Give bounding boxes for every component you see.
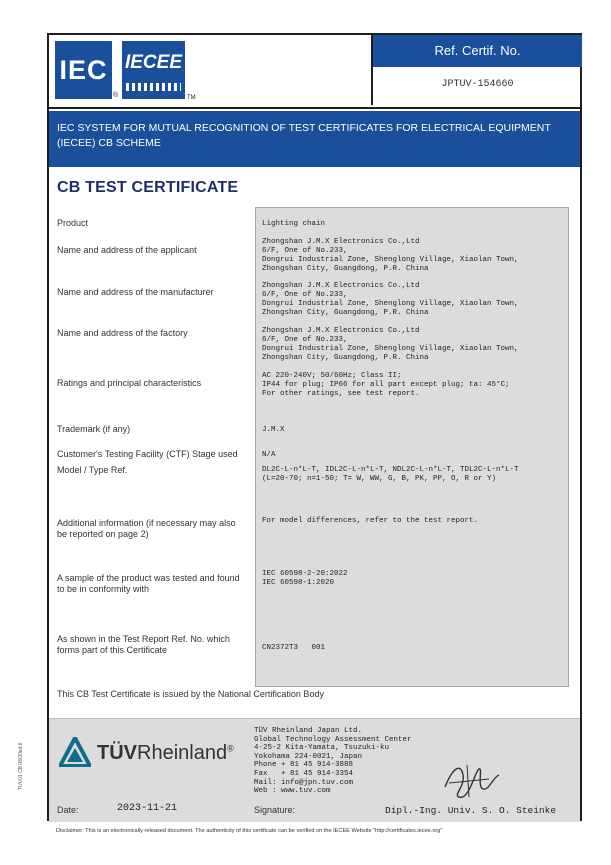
iecee-logo-text: IECEE <box>124 52 183 73</box>
trademark-value: J.M.X <box>262 426 285 434</box>
signature-label: Signature: <box>254 805 296 815</box>
certificate-frame <box>47 33 582 821</box>
ratings-value: AC 220-240V; 50/60Hz; Class II; IP44 for plug; IP66 for all part except plug; ta: 45°C; For other ratings, see test report. <box>262 372 510 398</box>
date-value: 2023-11-21 <box>117 803 178 814</box>
certificate-header <box>49 35 580 109</box>
manufacturer-label: Name and address of the manufacturer <box>57 287 214 297</box>
tuv-logo-text <box>97 742 234 765</box>
tuv-triangle-icon <box>59 737 91 767</box>
model-value: DL2C-L-n*L-T, IDL2C-L-n*L-T, NDL2C-L-n*L-T, TDL2C-L-n*L-T (L=20-70; n=1-50; T= W, WW, G, B, PK, PP, O, R or Y) <box>262 466 519 483</box>
ref-certificate-number: JPTUV-154660 <box>441 79 514 90</box>
product-label: Product <box>57 218 89 228</box>
trademark-mark: TM <box>187 95 196 101</box>
ctf-value: N/A <box>262 451 276 459</box>
additional-info-label: Additional information (if necessary may also be reported on page 2) <box>57 518 236 539</box>
issued-by-statement: This CB Test Certificate is issued by the National Certification Body <box>57 689 324 699</box>
product-value: Lighting chain <box>262 220 326 228</box>
ncb-section <box>49 718 580 822</box>
test-report-value: CN2372T3 001 <box>262 644 326 652</box>
iecee-logo <box>122 41 185 99</box>
scheme-banner: IEC SYSTEM FOR MUTUAL RECOGNITION OF TEST CERTIFICATES FOR ELECTRICAL EQUIPMENT (IECEE) CB SCHEME <box>49 111 580 167</box>
ctf-label: Customer's Testing Facility (CTF) Stage used <box>57 449 238 459</box>
ref-certificate-box <box>371 35 582 105</box>
sample-conformity-value: IEC 60598-2-20:2022 IEC 60598-1:2020 <box>262 570 348 587</box>
applicant-label: Name and address of the applicant <box>57 245 197 255</box>
signatory-name: Dipl.-Ing. Univ. S. O. Steinke <box>385 805 557 816</box>
factory-value: Zhongshan J.M.X Electronics Co.,Ltd 6/F, One of No.233, Dongrui Industrial Zone, Shenglong Village, Xiaolan Town, Zhongshan City, Guangdong, P.R. China <box>262 327 519 362</box>
iecee-stripes <box>126 83 181 91</box>
page-title: CB TEST CERTIFICATE <box>57 179 239 196</box>
ref-certificate-title: Ref. Certif. No. <box>373 35 582 67</box>
additional-info-value: For model differences, refer to the test report. <box>262 517 479 525</box>
tuv-logo-bold: TÜV <box>97 742 137 764</box>
tuv-logo-rheinland: Rheinland <box>137 742 228 764</box>
registered-mark: ® <box>113 92 119 99</box>
ratings-label: Ratings and principal characteristics <box>57 378 202 388</box>
disclaimer: Disclaimer: This is an electronically released document. The authenticity of this certificate can be verified on the IECEE Website "http://certificates.iecee.org" <box>56 828 443 834</box>
test-report-label: As shown in the Test Report Ref. No. which forms part of this Certificate <box>57 634 230 655</box>
manufacturer-value: Zhongshan J.M.X Electronics Co.,Ltd 6/F, One of No.233, Dongrui Industrial Zone, Shenglong Village, Xiaolan Town, Zhongshan City, Guangdong, P.R. China <box>262 282 519 317</box>
date-label: Date: <box>57 805 79 815</box>
model-label: Model / Type Ref. <box>57 465 128 475</box>
tuv-registered-mark: ® <box>227 743 234 754</box>
trademark-label: Trademark (if any) <box>57 424 131 434</box>
factory-label: Name and address of the factory <box>57 328 188 338</box>
ncb-address: TÜV Rheinland Japan Ltd. Global Technology Assessment Center 4-25-2 Kita-Yamata, Tsuzuki-ku Yokohama 224-0021, Japan Phone + 81 45 914-3888 Fax + 81 45 914-3354 Mail: info@jpn.tuv.com Web : www.tuv.com <box>254 727 412 796</box>
applicant-value: Zhongshan J.M.X Electronics Co.,Ltd 6/F, One of No.233, Dongrui Industrial Zone, Shenglong Village, Xiaolan Town, Zhongshan City, Guangdong, P.R. China <box>262 238 519 273</box>
handwritten-signature <box>439 757 503 803</box>
form-code: TUV01 CB 08/20ed.6 <box>18 742 24 790</box>
values-panel <box>255 207 569 687</box>
sample-conformity-label: A sample of the product was tested and found to be in conformity with <box>57 573 240 594</box>
iec-logo: IEC <box>55 41 112 99</box>
